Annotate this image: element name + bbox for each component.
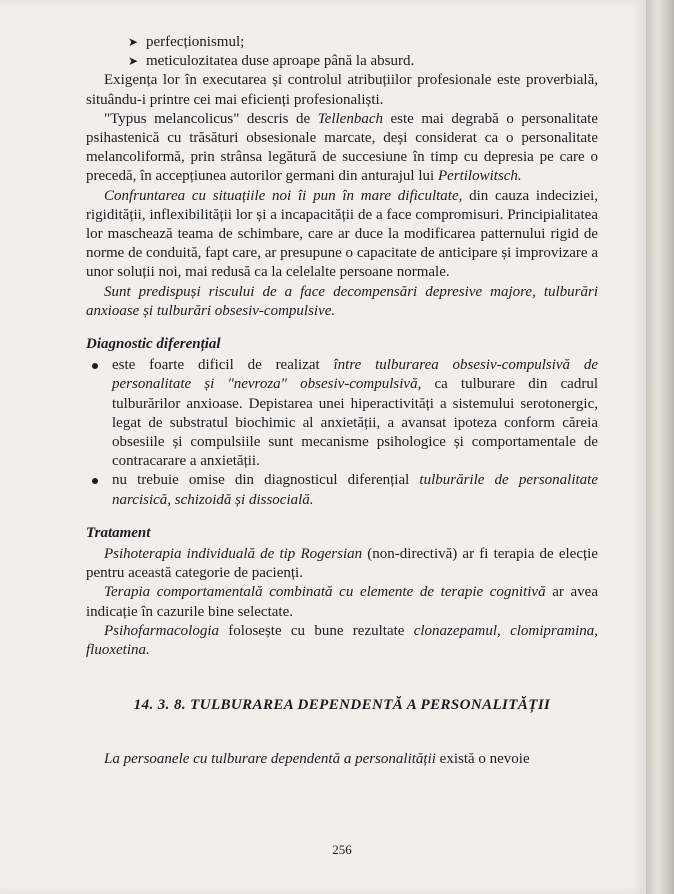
bullet-item: nu trebuie omise din diagnosticul diferențial tulburările de personalitate narcisică, schizoidă și dissocială. — [86, 471, 598, 509]
paragraph-confruntarea: Confruntarea cu situațiile noi îi pun în mare dificultate, din cauza indeciziei, rigidității, inflexibilității lor și a incapacității de a face compromisuri. Principialitatea lor maschează teama de schimbare, care ar duce la modificarea patternului rigid de norme de conduită, fapt care, ar presupune o capacitate de anticipare și improvizare a unor soluții noi, mai redusă ca la celelalte persoane normale. — [86, 187, 598, 281]
paragraph-dependenta: La persoanele cu tulburare dependentă a personalității există o nevoie — [104, 750, 530, 767]
heading-tratament: Tratament — [86, 524, 151, 541]
page-number: 256 — [332, 842, 352, 857]
paragraph-typus: "Typus melancolicus" descris de Tellenbach este mai degrabă o personalitate psihastenică cu trăsături obsesionale marcate, deși considerat ca o personalitate melancoliformă, prin strânsa legătură de succesiune în timp cu depresia pe care o precedă, în accepțiunea autorilor germani din anturajul lui Pertilowitsch. — [86, 110, 598, 185]
paragraph-predispusi: Sunt predispuși riscului de a face decompensări depresive majore, tulburări anxioase și tulburări obsesiv-compulsive. — [86, 283, 598, 319]
paragraph-terapia: Terapia comportamentală combinată cu elemente de terapie cognitivă ar avea indicație în cazurile bine selectate. — [86, 584, 598, 620]
arrow-bullet-icon: ➤ — [128, 35, 139, 49]
page-content — [86, 33, 599, 857]
paragraph-psihofarmacologia: Psihofarmacologia folosește cu bune rezultate clonazepamul, clomipramina, fluoxetina. — [86, 622, 599, 659]
bullet-dot-icon — [92, 363, 98, 369]
heading-diagnostic: Diagnostic diferențial — [86, 336, 221, 353]
paragraph-exigenta: Exigența lor în executarea și controlul atribuțiilor profesionale este proverbială, situându-i printre cei mai eficienți profesionaliști. — [86, 72, 598, 108]
arrow-bullet-icon: ➤ — [128, 54, 139, 69]
bullet-dot-icon — [92, 478, 98, 484]
page-edge — [646, 0, 674, 894]
paragraph-psihoterapia: Psihoterapia individuală de tip Rogersian (non-directivă) ar fi terapia de elecție pentru această categorie de pacienți. — [86, 546, 598, 582]
bullet-item: este foarte dificil de realizat între tulburarea obsesiv-compulsivă de personalitate și "nevroza" obsesiv-compulsivă, ca tulburare din cadrul tulburărilor anxioase. Depistarea unei hiperactivități a sistemului serotonergic, legat de substratul biochimic al anxietății, a avansat ipoteza conform căreia obsesiile și compulsiile sunt mecanisme psihologice și comportamentale de contracarare a anxietății. — [86, 356, 598, 471]
list-item: ➤ perfecționismul; — [86, 33, 598, 52]
chapter-title: 14. 3. 8. TULBURAREA DEPENDENTĂ A PERSONALITĂȚII — [133, 697, 551, 714]
list-item: ➤ meticulozitatea duse aproape până la absurd. — [86, 52, 598, 71]
